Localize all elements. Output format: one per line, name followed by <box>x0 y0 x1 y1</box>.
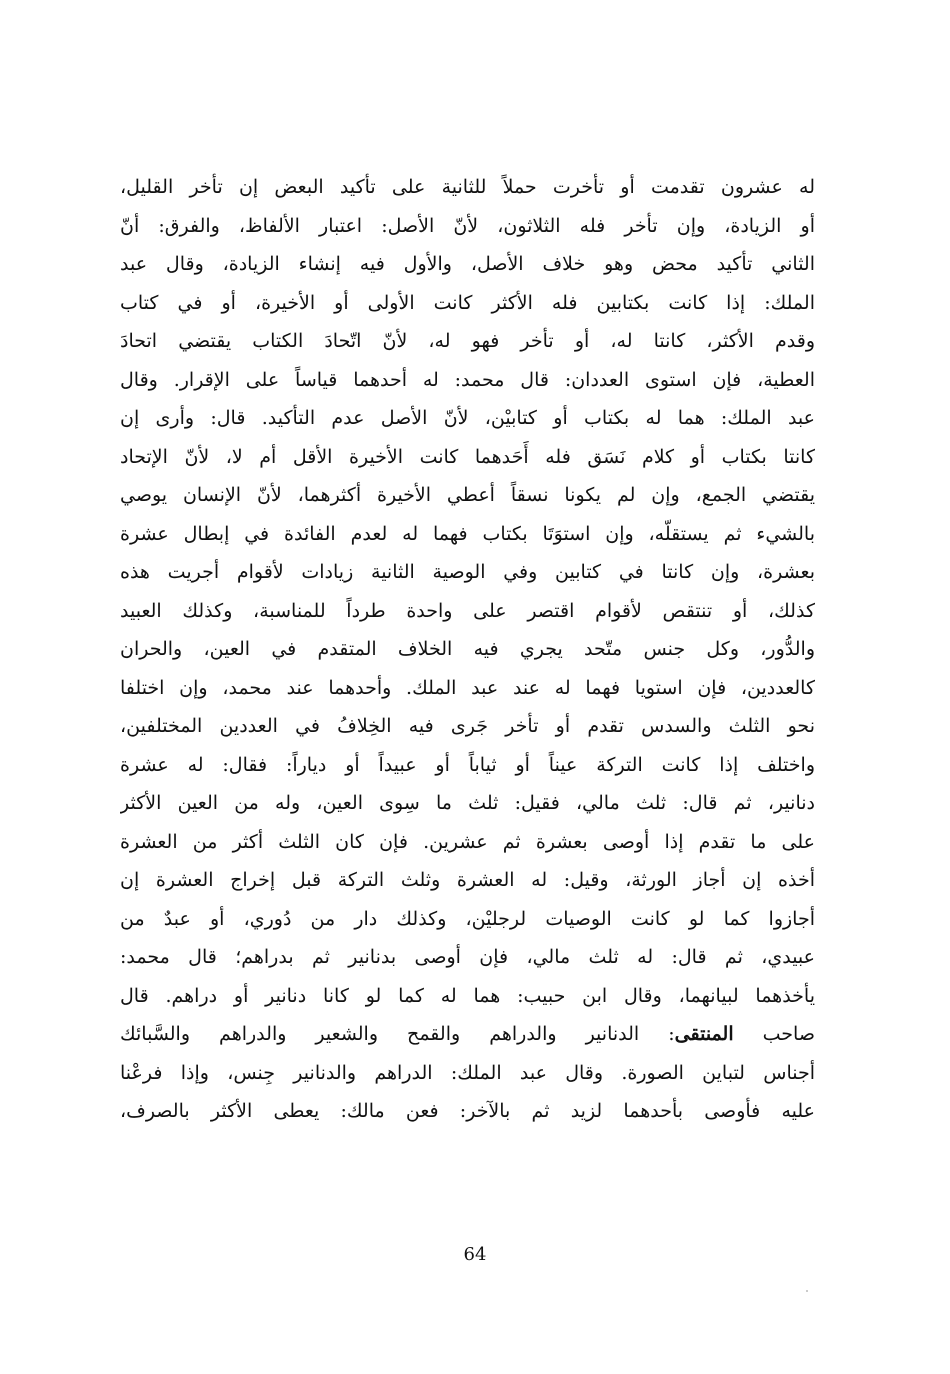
page-number: 64 <box>463 1244 487 1265</box>
text-line: له عشرون تقدمت أو تأخرت حملاً للثانية على تأكيد البعض إن تأخر القليل، <box>120 176 815 198</box>
text-line: العطية، فإن استوى العددان: قال محمد: له أحدهما قياساً على الإقرار. وقال <box>120 368 815 391</box>
text-line: يقتضي الجمع، وإن لم يكونا نسقاً أعطي الأخيرة أكثرهما، لأنّ الإنسان يوصي <box>120 484 815 506</box>
text-line: أخذه إن أجاز الورثة، وقيل: له العشرة وثلث التركة قبل إخراج العشرة إن <box>120 869 815 891</box>
text-line: دنانير، ثم قال: ثلث مالي، فقيل: ثلث ما سِوى العين، وله من العين الأكثر <box>120 792 815 814</box>
text-line: يأخذهما لبيانهما، وقال ابن حبيب: هما له كما لو كانا دنانير أو دراهم. قال <box>120 984 815 1007</box>
text-line: عبيدي، ثم قال: له ثلث مالي، فإن أوصى بدنانير ثم بدراهم؛ قال محمد: <box>120 946 815 968</box>
text-line: والدُّور، وكل جنس متّحد يجري فيه الخلاف المتقدم في العين، والحران <box>120 638 815 660</box>
text-line: عليه فأوصى بأحدهما لزيد ثم بالآخر: فعن مالك: يعطى الأكثر بالصرف، <box>120 1100 815 1122</box>
text-line: أجناس لتباين الصورة. وقال عبد الملك: الدراهم والدنانير جِنس، وإذا فرعْنا <box>120 1061 815 1084</box>
text-line: على ما تقدم إذا أوصى بعشرة ثم عشرين. فإن كان الثلث أكثر من العشرة <box>120 830 815 853</box>
text-line: الملك: إذا كانت بكتابين فله الأكثر كانت الأولى أو الأخيرة، أو في كتاب <box>120 291 815 314</box>
text-line: وقدم الأكثر، كانتا له، أو تأخر فهو له، لأنّ اتّحادَ الكتاب يقتضي اتحادَ <box>120 330 815 352</box>
text-line: واختلف إذا كانت التركة عيناً أو ثياباً أو عبيداً أو دياراً: فقال: له عشرة <box>120 753 815 776</box>
text-line: كانتا بكتاب أو كلام نَسَق فله أَحَدهما كانت الأخيرة الأقل أم لا، لأنّ الإتحاد <box>120 445 815 468</box>
text-line: الثاني تأكيد محض وهو خلاف الأصل، والأول فيه إنشاء الزيادة، وقال عبد <box>120 253 815 275</box>
scan-speck <box>806 1290 808 1292</box>
text-line: أو الزيادة، وإن تأخر فله الثلاثون، لأنّ الأصل: اعتبار الألفاظ، والفرق: أنّ <box>120 214 815 237</box>
text-line: كذلك، أو تنتقص لأقوام اقتصر على واحدة طرداً للمناسبة، وكذلك العبيد <box>120 599 815 622</box>
text-line: نحو الثلث والسدس تقدم أو تأخر جَرى فيه الخِلافُ في العددين المختلفين، <box>120 715 815 737</box>
book-title-emphasis: المنتقى <box>674 1023 734 1045</box>
text-line: عبد الملك: هما له بكتاب أو كتابيْن، لأنّ الأصل عدم التأكيد. قال: وأرى إن <box>120 407 815 429</box>
text-line: أجازوا كما لو كانت الوصيات لرجليْن، وكذلك دار من دُوري، أو عبدٌ من <box>120 907 815 930</box>
text-line: بعشرة، وإن كانتا في كتابين وفي الوصية الثانية زيادات لأقوام أجريت هذه <box>120 561 815 583</box>
body-text <box>120 168 815 1131</box>
text-line: بالشيء ثم يستقلّه، وإن استوَتَا بكتاب فهما له لعدم الفائدة في إبطال عشرة <box>120 522 815 545</box>
text-line: كالعددين، فإن استويا فهما له عند عبد الملك. وأحدهما عند محمد، وإن اختلفا <box>120 676 815 699</box>
text-line: صاحب المنتقى: الدنانير والدراهم والقمح والشعير والدراهم والسَّبائك <box>120 1023 815 1045</box>
